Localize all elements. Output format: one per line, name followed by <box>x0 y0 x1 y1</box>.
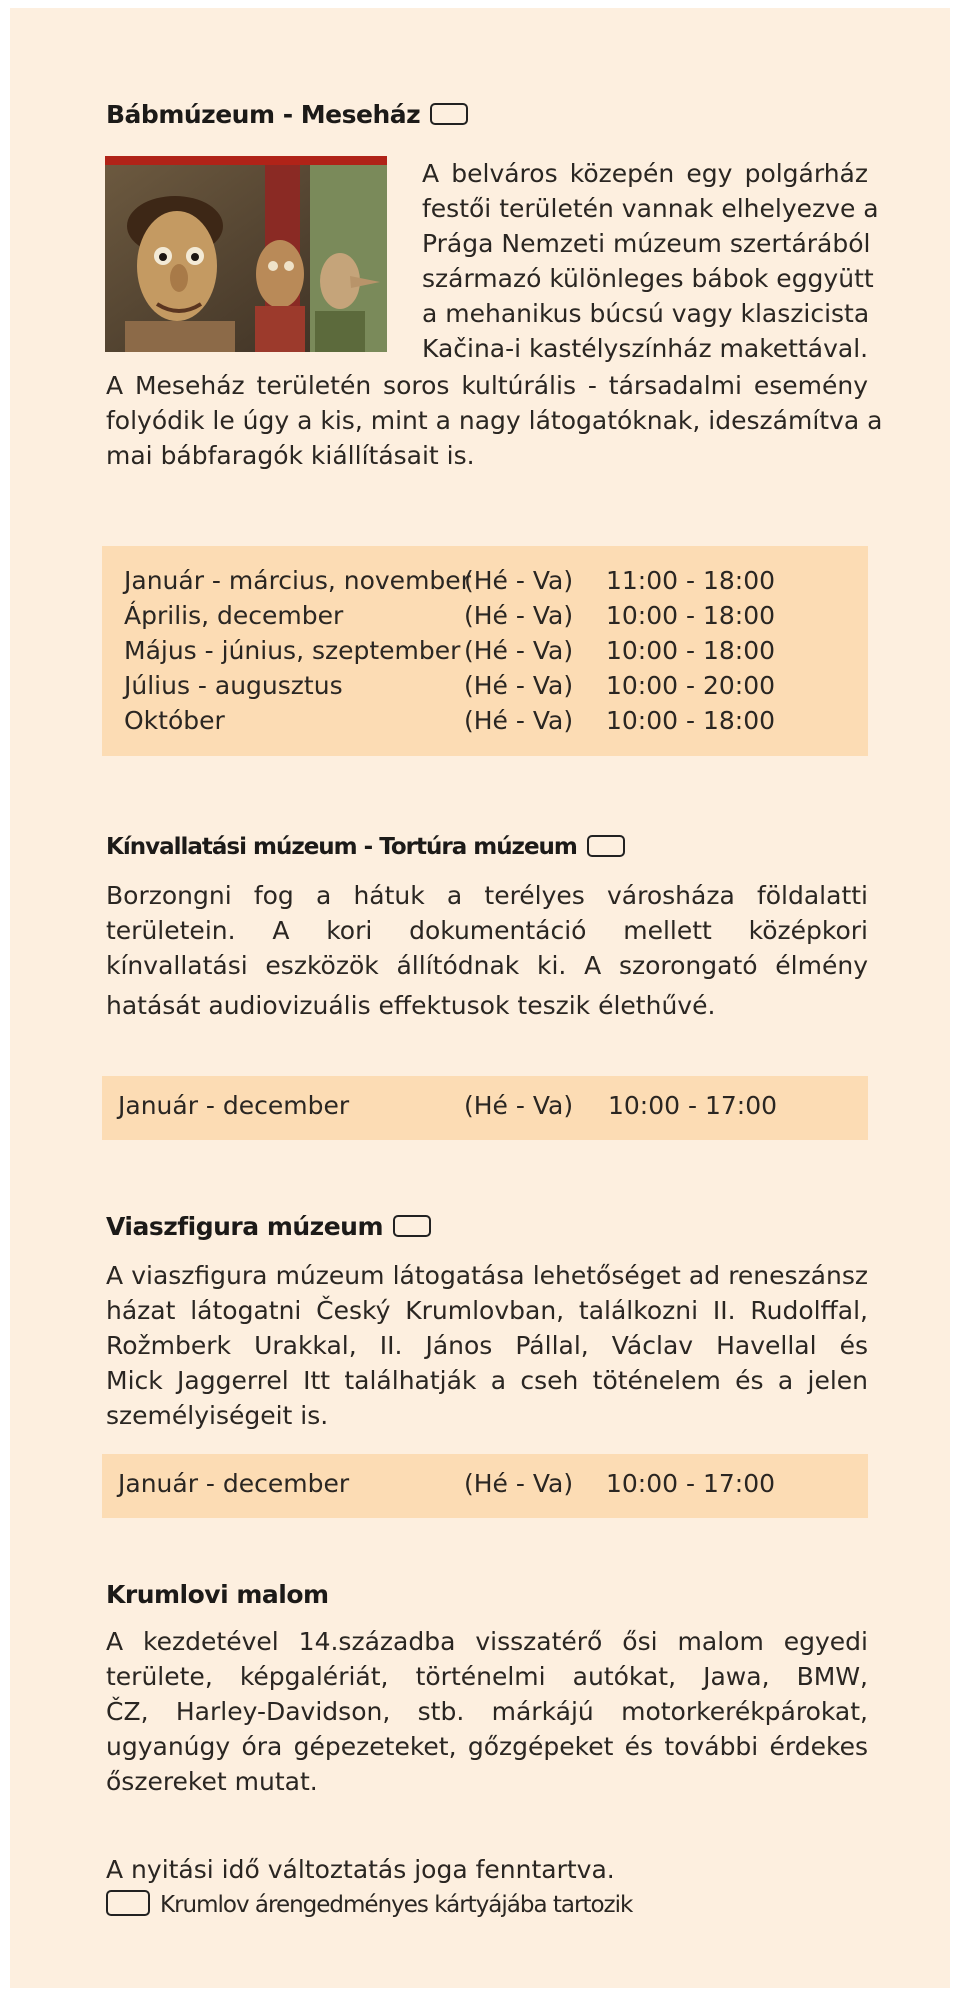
body-line: hatását audiovizuális effektusok teszik élethűvé. <box>106 991 716 1020</box>
body-line: területein. A kori dokumentáció mellett középkori <box>106 916 868 945</box>
footer-legend <box>106 1892 632 1918</box>
hours-days: (Hé - Va) <box>464 706 574 735</box>
hours-box-kinvallatasi <box>102 1076 868 1140</box>
hours-box-babmuzeum <box>102 546 868 756</box>
body-line: személyiségeit is. <box>106 1401 329 1430</box>
intro-line: származó különleges bábok eggyütt <box>422 264 874 293</box>
body-line: ČZ, Harley-Davidson, stb. márkájú motorkerékpárokat, <box>106 1697 868 1726</box>
hours-time: 10:00 - 20:00 <box>606 671 776 700</box>
hours-days: (Hé - Va) <box>464 1469 574 1498</box>
body-line: kínvallatási eszközök állítódnak ki. A szorongató élmény <box>106 951 868 980</box>
card-icon <box>393 1215 431 1237</box>
section-title-text: Bábmúzeum - Meseház <box>106 100 421 129</box>
page <box>10 8 950 1988</box>
intro-line: A belváros közepén egy polgárház <box>422 159 868 188</box>
intro-line: a mehanikus búcsú vagy klaszicista <box>422 299 870 328</box>
hours-period: Január - december <box>118 1091 350 1120</box>
footer-card-text: Krumlov árengedményes kártyájába tartozik <box>160 1892 633 1918</box>
body-line: A kezdetével 14.századba visszatérő ősi malom egyedi <box>106 1627 868 1656</box>
footer-note: A nyitási idő változtatás joga fenntartva. <box>106 1855 615 1884</box>
hours-period: Július - augusztus <box>124 671 343 700</box>
hours-days: (Hé - Va) <box>464 601 574 630</box>
hours-period: Január - december <box>118 1469 350 1498</box>
hours-time: 10:00 - 17:00 <box>608 1091 778 1120</box>
body-line: őszereket mutat. <box>106 1767 318 1796</box>
puppet-photo-graphic <box>105 156 387 352</box>
card-icon <box>430 103 468 125</box>
hours-box-viaszfigura <box>102 1454 868 1518</box>
section-title-viaszfigura <box>106 1212 431 1241</box>
hours-time: 10:00 - 18:00 <box>606 601 776 630</box>
intro-line: festői területén vannak elhelyezve a <box>422 194 879 223</box>
hours-days: (Hé - Va) <box>464 566 574 595</box>
body-line: ugyanúgy óra gépezeteket, gőzgépeket és további érdekes <box>106 1732 868 1761</box>
hours-days: (Hé - Va) <box>464 636 574 665</box>
section-title-text: Kínvallatási múzeum - Tortúra múzeum <box>106 834 577 860</box>
puppet-photo <box>105 156 387 352</box>
body-line: folyódik le úgy a kis, mint a nagy látogatóknak, ideszámítva a <box>106 406 883 435</box>
section-title-malom <box>106 1580 329 1609</box>
hours-days: (Hé - Va) <box>464 671 574 700</box>
section-title-kinvallatasi <box>106 834 625 860</box>
hours-time: 10:00 - 18:00 <box>606 636 776 665</box>
hours-period: Október <box>124 706 225 735</box>
hours-period: Április, december <box>124 601 344 630</box>
hours-period: Január - március, november <box>124 566 471 595</box>
hours-period: Május - június, szeptember <box>124 636 461 665</box>
body-line: Mick Jaggerrel Itt találhatják a cseh töténelem és a jelen <box>106 1366 868 1395</box>
body-line: Rožmberk Urakkal, II. János Pállal, Václav Havellal és <box>106 1331 868 1360</box>
body-line: házat látogatni Český Krumlovban, találkozni II. Rudolffal, <box>106 1296 868 1325</box>
intro-line: Kačina-i kastélyszínház makettával. <box>422 334 869 363</box>
body-line: mai bábfaragók kiállításait is. <box>106 441 475 470</box>
hours-time: 10:00 - 18:00 <box>606 706 776 735</box>
section-title-text: Viaszfigura múzeum <box>106 1212 384 1241</box>
section-title-babmuzeum <box>106 100 468 129</box>
section-title-text: Krumlovi malom <box>106 1580 329 1609</box>
hours-time: 10:00 - 17:00 <box>606 1469 776 1498</box>
hours-time: 11:00 - 18:00 <box>606 566 776 595</box>
hours-days: (Hé - Va) <box>464 1091 574 1120</box>
card-icon <box>587 835 625 857</box>
body-line: területe, képgalériát, történelmi autókat, Jawa, BMW, <box>106 1662 868 1691</box>
body-line: A Meseház területén soros kultúrális - társadalmi esemény <box>106 371 868 400</box>
body-line: Borzongni fog a hátuk a terélyes városháza földalatti <box>106 881 868 910</box>
body-line: A viaszfigura múzeum látogatása lehetőséget ad reneszánsz <box>106 1261 868 1290</box>
intro-line: Prága Nemzeti múzeum szertárából <box>422 229 871 258</box>
card-icon <box>106 1890 150 1916</box>
